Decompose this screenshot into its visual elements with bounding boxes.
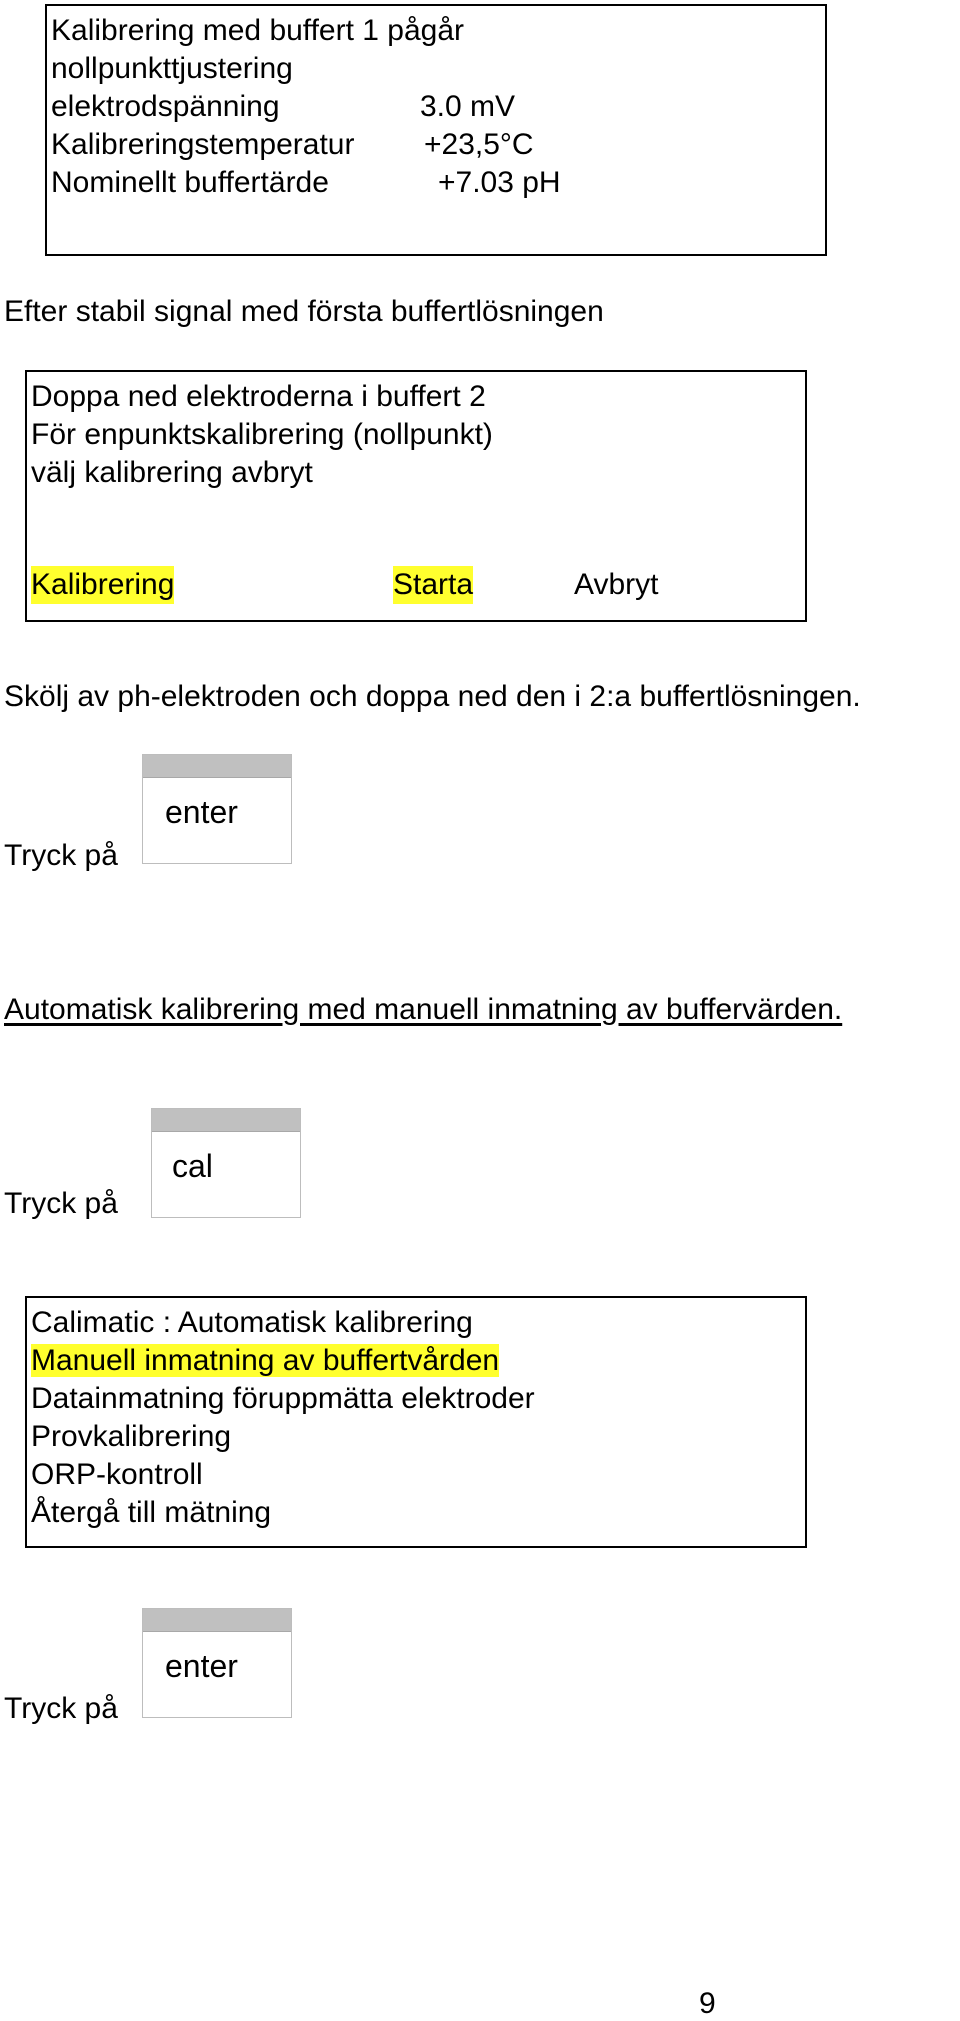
status-voltage-value: 3.0 mV <box>420 90 516 123</box>
press-label: Tryck på <box>4 839 118 872</box>
calibration-status-display <box>45 4 827 256</box>
prompt-line-choose-cancel: välj kalibrering avbryt <box>31 456 313 489</box>
status-line-buffer1: Kalibrering med buffert 1 pågår <box>51 14 465 47</box>
enter-key-button[interactable] <box>142 754 292 864</box>
buffer2-prompt-display <box>25 370 807 622</box>
enter-key-label: enter <box>165 1648 238 1684</box>
cal-key-button[interactable] <box>151 1108 301 1218</box>
menu-item-orp-check[interactable]: ORP-kontroll <box>31 1458 203 1491</box>
key-top-bar <box>143 1609 291 1632</box>
status-line-zero-adjust: nollpunkttjustering <box>51 52 293 85</box>
status-line-temperature-label: Kalibreringstemperatur <box>51 128 355 161</box>
auto-calibration-heading: Automatisk kalibrering med manuell inmatning av buffervärden. <box>4 993 843 1026</box>
key-top-bar <box>152 1109 300 1132</box>
enter-key-button[interactable] <box>142 1608 292 1718</box>
prompt-line-onepoint: För enpunktskalibrering (nollpunkt) <box>31 418 493 451</box>
stable-signal-text: Efter stabil signal med första buffertlösningen <box>4 295 604 328</box>
menu-item-data-entry[interactable]: Datainmatning föruppmätta elektroder <box>31 1382 535 1415</box>
key-top-bar <box>143 755 291 778</box>
menu-item-test-calibration[interactable]: Provkalibrering <box>31 1420 232 1453</box>
menu-item-manual-entry-label: Manuell inmatning av buffertvården <box>31 1344 500 1377</box>
status-line-voltage-label: elektrodspänning <box>51 90 280 123</box>
status-buffer-value: +7.03 pH <box>438 166 561 199</box>
status-temperature-value: +23,5°C <box>424 128 534 161</box>
menu-item-manual-entry[interactable] <box>31 1342 499 1380</box>
enter-key-label: enter <box>165 794 238 830</box>
calibration-menu-display <box>25 1296 807 1548</box>
press-label: Tryck på <box>4 1187 118 1220</box>
menu-item-calimatic[interactable]: Calimatic : Automatisk kalibrering <box>31 1306 473 1339</box>
cal-key-label: cal <box>172 1148 213 1184</box>
press-label: Tryck på <box>4 1692 118 1725</box>
softkey-cancel[interactable]: Avbryt <box>574 568 659 601</box>
softkey-start[interactable]: Starta <box>393 566 473 604</box>
menu-item-return[interactable]: Återgå till mätning <box>31 1496 272 1529</box>
softkey-calibrate[interactable]: Kalibrering <box>31 566 174 604</box>
page-number: 9 <box>699 1987 716 2020</box>
prompt-line-dip: Doppa ned elektroderna i buffert 2 <box>31 380 486 413</box>
rinse-instruction-text: Skölj av ph-elektroden och doppa ned den i 2:a buffertlösningen. <box>4 680 861 713</box>
status-line-buffer-label: Nominellt buffertärde <box>51 166 329 199</box>
